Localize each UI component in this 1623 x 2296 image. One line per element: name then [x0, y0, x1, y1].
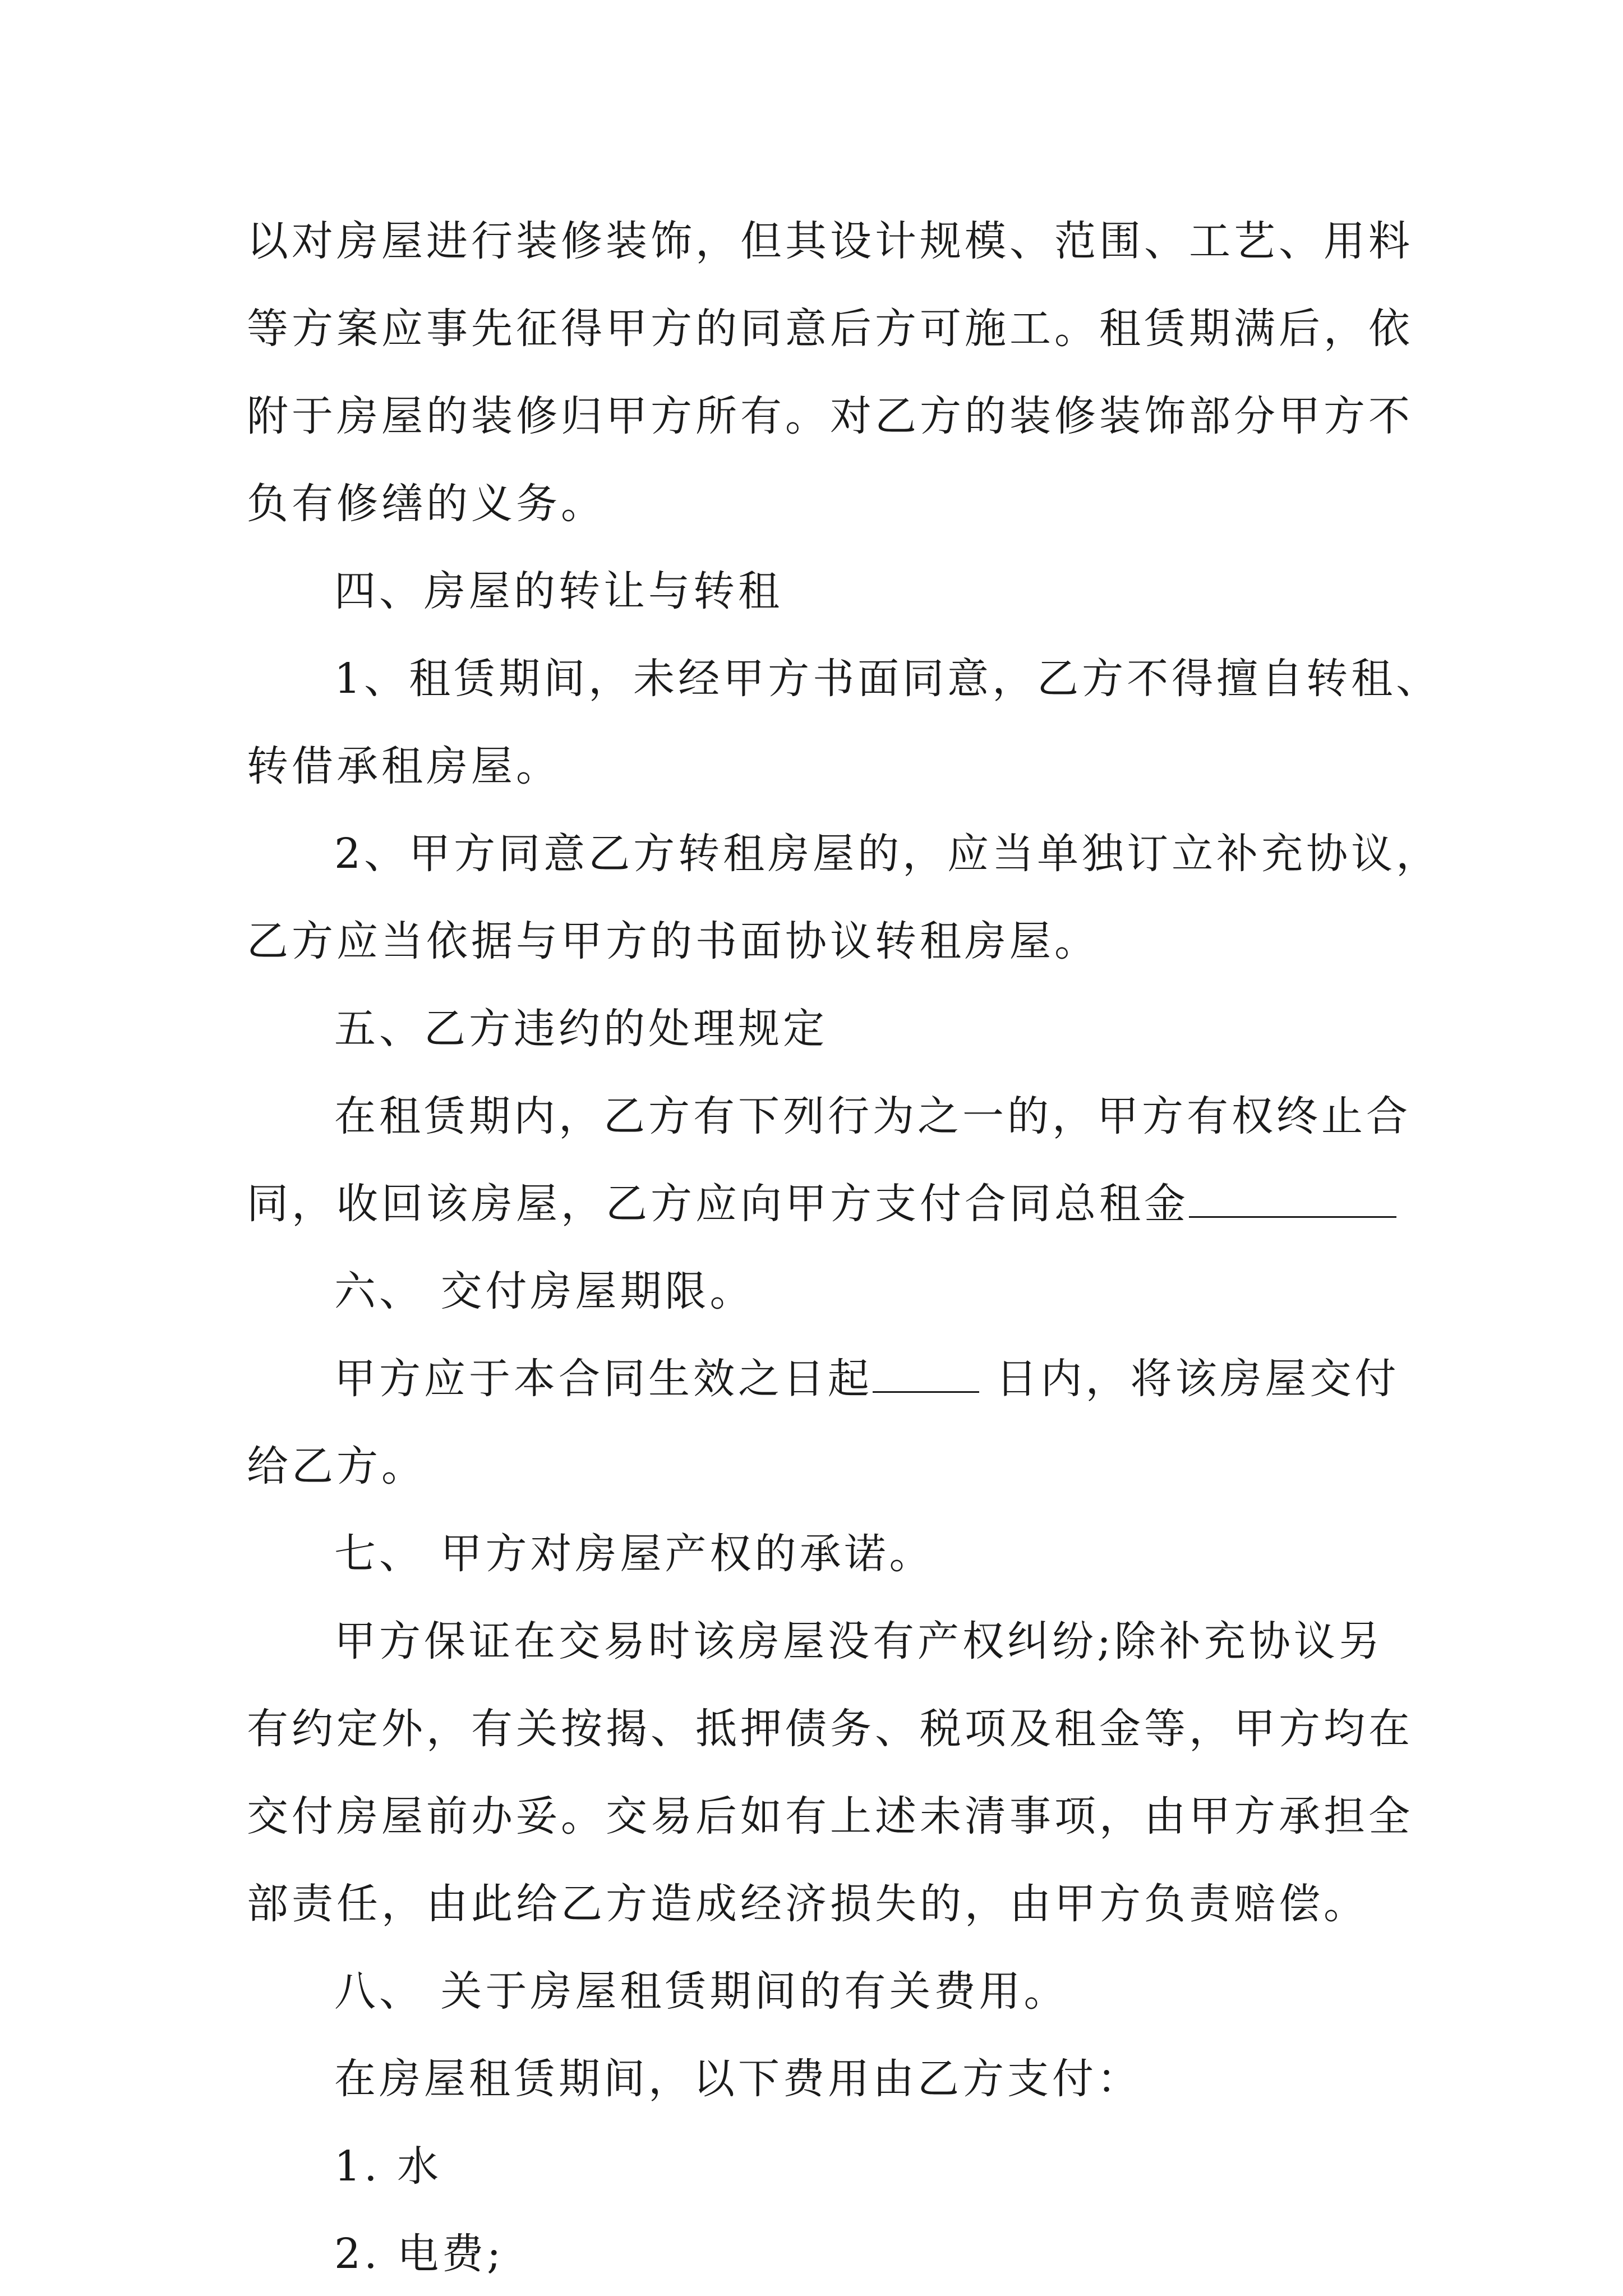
- paragraph-text: 同，收回该房屋，乙方应向甲方支付合同总租金: [247, 1180, 1189, 1228]
- paragraph-line: 甲方保证在交易时该房屋没有产权纠纷;除补充协议另: [334, 1617, 1384, 1665]
- paragraph-line: 转借承租房屋。: [247, 742, 561, 790]
- paragraph-line: 有约定外，有关按揭、抵押债务、税项及租金等，甲方均在: [247, 1705, 1413, 1753]
- section-heading: 六、 交付房屋期限。: [334, 1267, 755, 1315]
- section-heading: 四、房屋的转让与转租: [334, 567, 783, 615]
- paragraph-text: 日内，将该房屋交付: [979, 1355, 1400, 1403]
- paragraph-line: 2、甲方同意乙方转租房屋的，应当单独订立补充协议，: [334, 830, 1441, 878]
- section-heading: 五、乙方违约的处理规定: [334, 1005, 828, 1053]
- paragraph-line: 等方案应事先征得甲方的同意后方可施工。租赁期满后，依: [247, 305, 1413, 353]
- paragraph-line: 1、租赁期间，未经甲方书面同意，乙方不得擅自转租、: [334, 655, 1441, 703]
- paragraph-line: 以对房屋进行装修装饰，但其设计规模、范围、工艺、用料: [247, 217, 1413, 265]
- paragraph-line: 给乙方。: [247, 1442, 426, 1490]
- section-heading: 八、 关于房屋租赁期间的有关费用。: [334, 1967, 1069, 2016]
- paragraph-line: 乙方应当依据与甲方的书面协议转租房屋。: [247, 917, 1099, 965]
- paragraph-line: 交付房屋前办妥。交易后如有上述未清事项，由甲方承担全: [247, 1792, 1413, 1841]
- paragraph-line: 负有修缮的义务。: [247, 480, 606, 528]
- paragraph-line: 部责任，由此给乙方造成经济损失的，由甲方负责赔偿。: [247, 1880, 1368, 1928]
- paragraph-line: 附于房屋的装修归甲方所有。对乙方的装修装饰部分甲方不: [247, 392, 1413, 440]
- paragraph-text: 甲方应于本合同生效之日起: [334, 1355, 873, 1403]
- list-item: 1. 水: [334, 2142, 442, 2191]
- fill-in-blank: [1189, 1176, 1396, 1218]
- fill-in-blank: [873, 1351, 979, 1393]
- paragraph-line: 在房屋租赁期间，以下费用由乙方支付：: [334, 2055, 1142, 2103]
- paragraph-line: 在租赁期内，乙方有下列行为之一的，甲方有权终止合: [334, 1092, 1411, 1140]
- paragraph-line: [247, 1176, 1396, 1232]
- section-heading: 七、 甲方对房屋产权的承诺。: [334, 1530, 934, 1578]
- paragraph-line: [334, 1351, 1400, 1407]
- list-item: 2. 电费;: [334, 2230, 505, 2278]
